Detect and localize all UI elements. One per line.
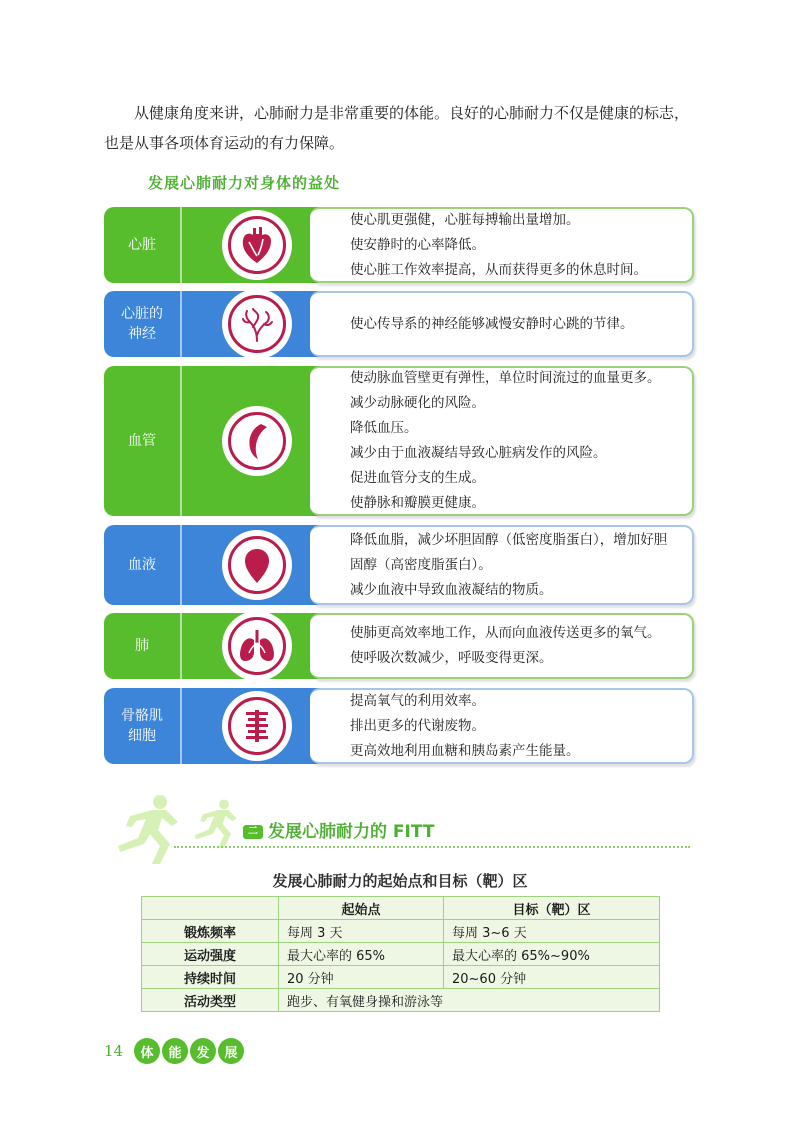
- runner-icon: [100, 794, 180, 866]
- card-label: 血液: [128, 557, 156, 573]
- row-header: 持续时间: [142, 966, 279, 989]
- panel-divider: [180, 613, 182, 679]
- benefits-title: 发展心肺耐力对身体的益处: [148, 174, 341, 192]
- benefit-line: 使静脉和瓣膜更健康。: [350, 495, 485, 511]
- benefit-card-blood: [104, 525, 694, 605]
- benefit-line: 使心传导系的神经能够减慢安静时心跳的节律。: [350, 315, 634, 332]
- benefit-line: 使安静时的心率降低。: [350, 236, 485, 253]
- card-label: 心脏的 神经: [121, 306, 163, 342]
- benefit-line: 使心肌更强健，心脏每搏输出量增加。: [350, 211, 580, 228]
- book-logo: [134, 1038, 244, 1064]
- table-cell: 跑步、有氧健身操和游泳等: [279, 989, 660, 1012]
- fitt-section-header: [100, 790, 700, 870]
- logo-char: 发: [190, 1038, 216, 1064]
- panel-divider: [180, 291, 182, 357]
- benefit-line: 固醇（高密度脂蛋白）。: [350, 556, 492, 573]
- card-panel: [104, 366, 332, 516]
- logo-char: 展: [218, 1038, 244, 1064]
- blood-drop-icon: [240, 545, 274, 585]
- benefit-line: 使呼吸次数减少，呼吸变得更深。: [350, 650, 553, 666]
- logo-char: 体: [134, 1038, 160, 1064]
- table-cell: 20 分钟: [279, 966, 444, 989]
- panel-divider: [180, 366, 182, 516]
- page-number: 14: [104, 1042, 124, 1060]
- header-cell: [142, 897, 279, 920]
- benefit-line: 使肺更高效率地工作，从而向血液传送更多的氧气。: [350, 625, 661, 641]
- fitt-table: [141, 896, 660, 1012]
- benefit-line: 使动脉血管壁更有弹性，单位时间流过的血量更多。: [350, 370, 661, 386]
- icon-circle: [222, 289, 292, 359]
- card-label: 肺: [135, 638, 149, 654]
- table-row: [142, 943, 660, 966]
- panel-divider: [180, 207, 182, 283]
- table-cell: 每周 3 天: [279, 920, 444, 943]
- intro-line-2: 也是从事各项体育运动的有力保障。: [104, 134, 345, 152]
- heart-icon: [239, 225, 275, 265]
- row-header: 活动类型: [142, 989, 279, 1012]
- icon-circle: [222, 691, 292, 761]
- card-text: [310, 613, 694, 679]
- header-cell: 起始点: [279, 897, 444, 920]
- panel-divider: [180, 525, 182, 605]
- row-header: 锻炼频率: [142, 920, 279, 943]
- fitt-table-title: 发展心肺耐力的起始点和目标（靶）区: [272, 872, 528, 890]
- table-row: [142, 966, 660, 989]
- card-label: 血管: [128, 433, 156, 449]
- benefit-line: 降低血压。: [350, 420, 418, 436]
- benefit-card-heart: [104, 207, 694, 283]
- table-row: [142, 989, 660, 1012]
- icon-circle: [222, 611, 292, 681]
- icon-circle: [222, 406, 292, 476]
- muscle-cell-icon: [240, 708, 274, 744]
- table-header-row: [142, 897, 660, 920]
- intro-paragraph: [104, 98, 704, 158]
- benefit-line: 更高效地利用血糖和胰岛素产生能量。: [350, 742, 580, 759]
- card-panel: [104, 291, 332, 357]
- card-panel: [104, 525, 332, 605]
- benefit-line: 排出更多的代谢废物。: [350, 717, 485, 734]
- icon-circle: [222, 530, 292, 600]
- blood-vessel-icon: [239, 421, 275, 461]
- card-text: [310, 291, 694, 357]
- lungs-icon: [237, 628, 277, 664]
- benefit-card-muscle-cell: [104, 688, 694, 764]
- runner-icon: [182, 798, 238, 850]
- header-cell: 目标（靶）区: [444, 897, 660, 920]
- card-label: 心脏: [128, 237, 156, 253]
- card-label: 骨骼肌 细胞: [121, 708, 163, 744]
- benefit-line: 促进血管分支的生成。: [350, 470, 485, 486]
- card-panel: [104, 613, 332, 679]
- logo-char: 能: [162, 1038, 188, 1064]
- benefit-card-cardiac-nerve: [104, 291, 694, 357]
- benefit-line: 使心脏工作效率提高，从而获得更多的休息时间。: [350, 261, 647, 278]
- table-cell: 20~60 分钟: [444, 966, 660, 989]
- card-panel: [104, 207, 332, 283]
- card-panel: [104, 688, 332, 764]
- card-text: [310, 525, 694, 605]
- section-number-badge: 二: [243, 825, 263, 839]
- card-text: [310, 207, 694, 283]
- panel-divider: [180, 688, 182, 764]
- icon-circle: [222, 210, 292, 280]
- table-cell: 最大心率的 65%: [279, 943, 444, 966]
- table-cell: 每周 3~6 天: [444, 920, 660, 943]
- intro-line-1: 从健康角度来讲，心肺耐力是非常重要的体能。良好的心肺耐力不仅是健康的标志，: [134, 104, 690, 122]
- benefit-card-lungs: [104, 613, 694, 679]
- card-text: [310, 688, 694, 764]
- fitt-heading: 发展心肺耐力的 FITT: [268, 822, 435, 842]
- benefit-line: 提高氧气的利用效率。: [350, 692, 485, 709]
- table-cell: 最大心率的 65%~90%: [444, 943, 660, 966]
- dotted-divider: [174, 846, 690, 848]
- benefit-line: 降低血脂，减少坏胆固醇（低密度脂蛋白），增加好胆: [350, 531, 668, 548]
- card-text: [310, 366, 694, 516]
- cardiac-nerve-icon: [238, 305, 276, 343]
- benefit-line: 减少由于血液凝结导致心脏病发作的风险。: [350, 445, 607, 461]
- benefit-card-blood-vessel: [104, 366, 694, 516]
- row-header: 运动强度: [142, 943, 279, 966]
- table-row: [142, 920, 660, 943]
- benefit-line: 减少血液中导致血液凝结的物质。: [350, 581, 553, 598]
- benefit-line: 减少动脉硬化的风险。: [350, 395, 485, 411]
